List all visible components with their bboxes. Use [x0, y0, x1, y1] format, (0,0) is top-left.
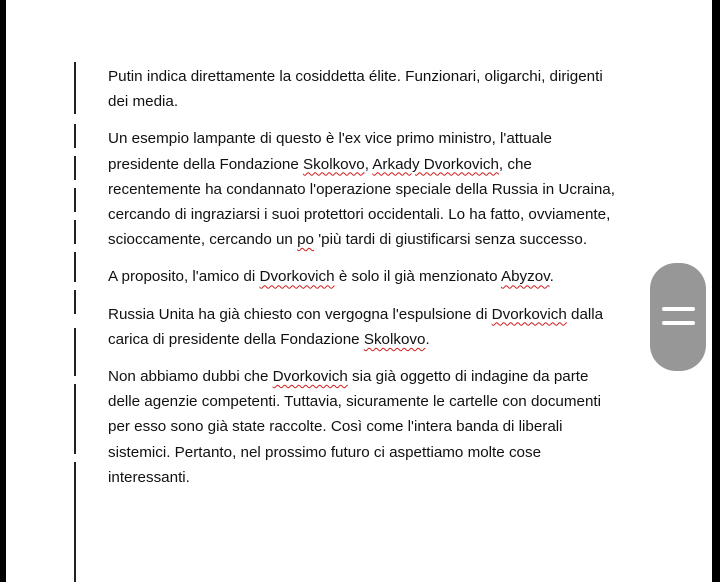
text-run: Un esempio lampante di questo è l'ex vice primo ministro, l'attuale presidente della Fondazione [108, 130, 552, 173]
text-run: Non abbiamo dubbi che [108, 368, 273, 386]
text-run: dalla carica di presidente della Fondazione [108, 305, 604, 348]
change-bar [74, 384, 76, 454]
spellcheck-word: po [297, 231, 315, 249]
text-run: . [425, 330, 430, 348]
paragraph [108, 64, 618, 114]
change-bar [74, 252, 76, 282]
text-run: , [364, 155, 373, 173]
spellcheck-word: Skolkovo [363, 330, 426, 348]
document-page [6, 0, 712, 582]
spellcheck-word: Dvorkovich [272, 368, 348, 386]
paragraph [108, 126, 618, 252]
paragraph [108, 364, 618, 490]
text-run: è solo il già menzionato [334, 268, 501, 286]
change-bar [74, 290, 76, 314]
change-bar [74, 188, 76, 212]
paragraph [108, 302, 618, 352]
change-bar-margin [74, 62, 76, 582]
text-run: A proposito, l'amico di [108, 268, 260, 286]
paragraph [108, 264, 618, 289]
spellcheck-word: Abyzov [500, 268, 550, 286]
text-run: 'più tardi di giustificarsi senza successo. [314, 231, 588, 249]
handle-grip-bar [662, 321, 695, 325]
spellcheck-word: Arkady Dvorkovich [372, 155, 499, 173]
change-bar [74, 156, 76, 180]
change-bar [74, 124, 76, 148]
change-bar [74, 462, 76, 582]
text-run: , che recentemente ha condannato l'operazione speciale della Russia in Ucraina, cercando di ingraziarsi i suoi protettori occidentali. Lo ha fatto, ovviamente, scioccamente, cercando un [108, 155, 615, 249]
change-bar [74, 62, 76, 114]
document-body[interactable] [108, 64, 618, 502]
spellcheck-word: Dvorkovich [259, 268, 335, 286]
spellcheck-word: Dvorkovich [491, 305, 567, 323]
text-run: sia già oggetto di indagine da parte delle agenzie competenti. Tuttavia, sicuramente le cartelle con documenti per esso sono già state raccolte. Così come l'intera banda di liberali sistemici. Pertanto, nel prossimo futuro ci aspettiamo molte cose interessanti. [108, 368, 602, 486]
text-run: Putin indica direttamente la cosiddetta élite. Funzionari, oligarchi, dirigenti dei media. [108, 68, 603, 111]
change-bar [74, 220, 76, 244]
change-bar [74, 328, 76, 376]
spellcheck-word: Skolkovo [303, 155, 365, 173]
scroll-handle-icon[interactable] [650, 263, 706, 371]
text-run: Russia Unita ha già chiesto con vergogna l'espulsione di [108, 305, 492, 323]
text-run: . [549, 268, 554, 286]
handle-grip-bar [662, 307, 695, 311]
